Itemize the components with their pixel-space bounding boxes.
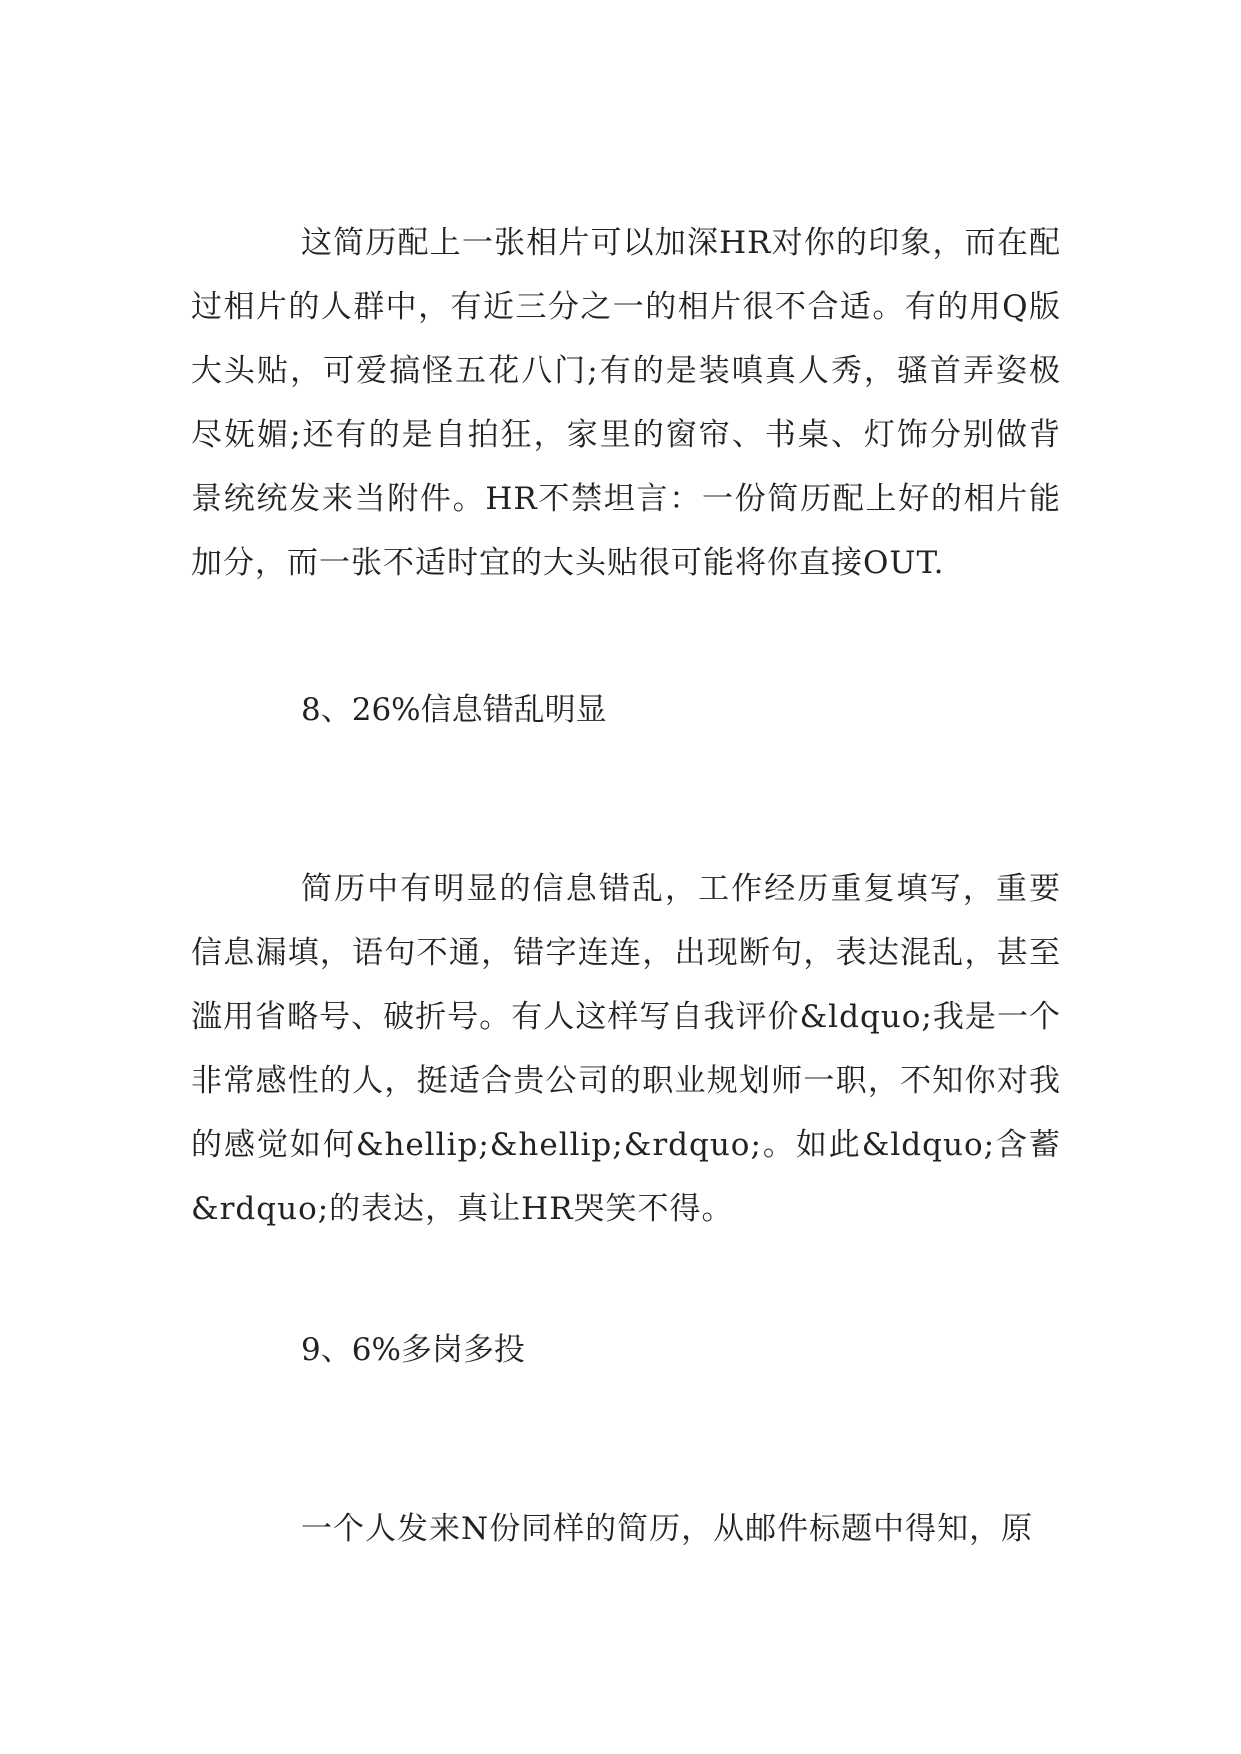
paragraph-multiple-applications: 一个人发来N份同样的简历，从邮件标题中得知，原: [301, 1511, 1034, 1547]
paragraph-photo-tips: 这简历配上一张相片可以加深HR对你的印象，而在配过相片的人群中，有近三分之一的相片很不合适。有的用Q版大头贴，可爱搞怪五花八门;有的是装嗔真人秀，骚首弄姿极尽妩媚;还有的是自拍狂，家里的窗帘、书桌、灯饰分别做背景统统发来当附件。HR不禁坦言：一份简历配上好的相片能加分，而一张不适时宜的大头贴很可能将你直接OUT.: [191, 225, 1061, 581]
paragraph-info-errors: 简历中有明显的信息错乱，工作经历重复填写，重要信息漏填，语句不通，错字连连，出现断句，表达混乱，甚至滥用省略号、破折号。有人这样写自我评价&ldquo;我是一个非常感性的人，挺适合贵公司的职业规划师一职，不知你对我的感觉如何&hellip;&hellip;&rdquo;。如此&ldquo;含蓄&rdquo;的表达，真让HR哭笑不得。: [191, 871, 1061, 1227]
section-heading-9: 9、6%多岗多投: [301, 1332, 525, 1368]
section-heading-8: 8、26%信息错乱明显: [301, 692, 607, 728]
